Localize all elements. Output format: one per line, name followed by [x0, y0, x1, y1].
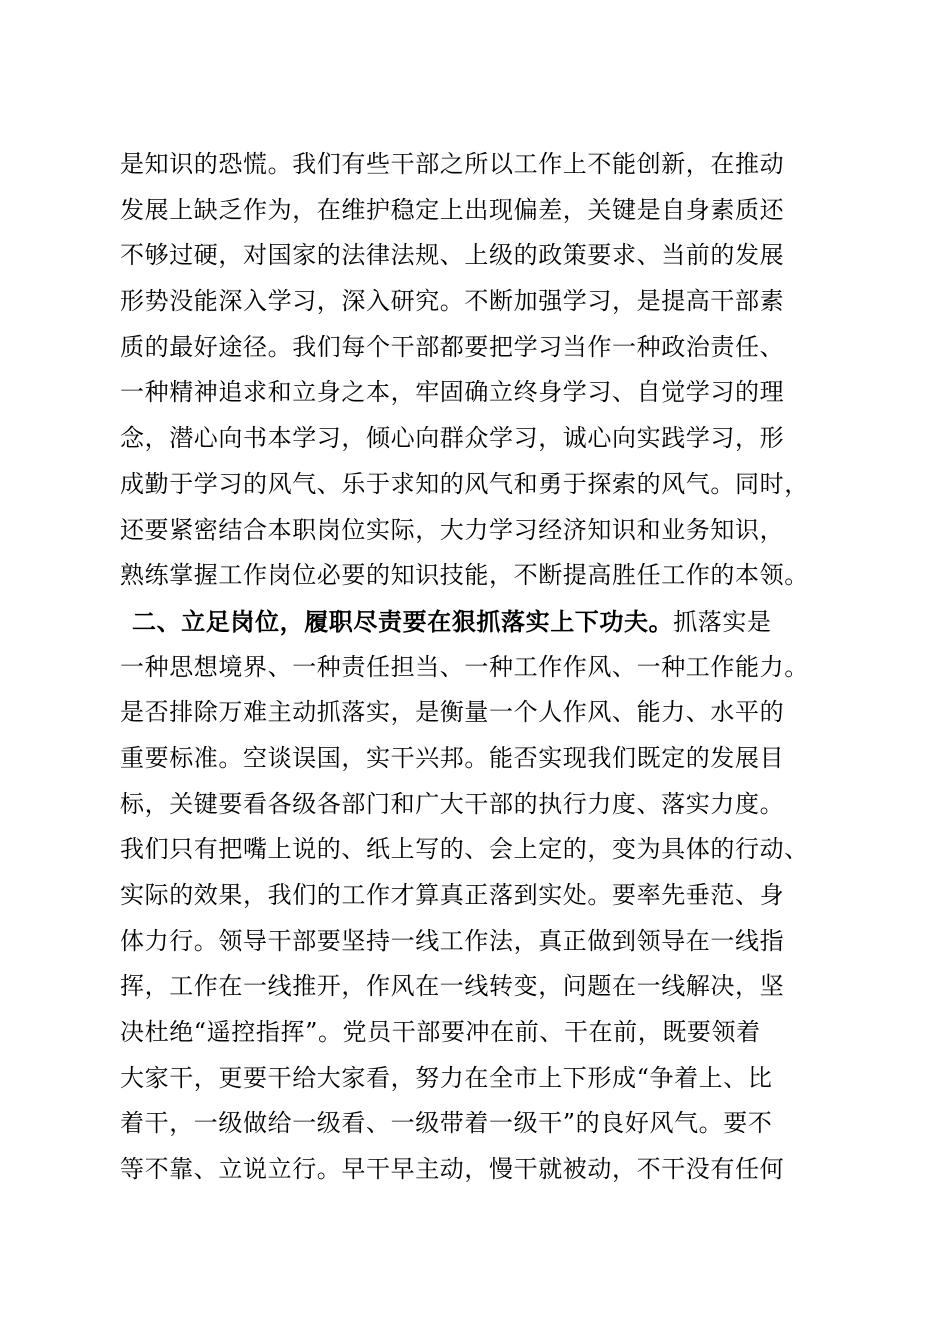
text-line: 念，潜心向书本学习，倾心向群众学习，诚心向实践学习，形	[120, 424, 785, 453]
body-text	[120, 142, 840, 1193]
section-heading-line	[120, 599, 840, 645]
text-line: 大家干，更要干给大家看，努力在全市上下形成“争着上、比	[120, 1063, 773, 1092]
text-line: 成勤于学习的风气、乐于求知的风气和勇于探索的风气。同时，	[120, 469, 809, 498]
text-line: 决杜绝“遥控指挥”。党员干部要冲在前、干在前，既要领着	[120, 1018, 761, 1047]
text-line: 还要紧密结合本职岗位实际，大力学习经济知识和业务知识，	[120, 515, 785, 544]
heading-continuation: 抓落实是	[673, 607, 772, 636]
text-line: 不够过硬，对国家的法律法规、上级的政策要求、当前的发展	[120, 241, 785, 270]
text-line: 挥，工作在一线推开，作风在一线转变，问题在一线解决，坚	[120, 972, 785, 1001]
text-line: 体力行。领导干部要坚持一线工作法，真正做到领导在一线指	[120, 926, 785, 955]
text-line: 重要标准。空谈误国，实干兴邦。能否实现我们既定的发展目	[120, 743, 785, 772]
text-line: 标，关键要看各级各部门和广大干部的执行力度、落实力度。	[120, 789, 785, 818]
text-line: 一种思想境界、一种责任担当、一种工作作风、一种工作能力。	[120, 652, 809, 681]
section-heading: 二、立足岗位，履职尽责要在狠抓落实上下功夫。	[132, 606, 674, 636]
text-line: 熟练掌握工作岗位必要的知识技能，不断提高胜任工作的本领。	[120, 561, 809, 590]
text-line: 实际的效果，我们的工作才算真正落到实处。要率先垂范、身	[120, 881, 785, 909]
text-line: 是否排除万难主动抓落实，是衡量一个人作风、能力、水平的	[120, 698, 785, 727]
text-line: 一种精神追求和立身之本，牢固确立终身学习、自觉学习的理	[120, 378, 785, 407]
text-line: 质的最好途径。我们每个干部都要把学习当作一种政治责任、	[120, 332, 785, 361]
text-line: 着干，一级做给一级看、一级带着一级干”的良好风气。要不	[120, 1109, 773, 1138]
text-line: 发展上缺乏作为，在维护稳定上出现偏差，关键是自身素质还	[120, 195, 785, 224]
text-line: 等不靠、立说立行。早干早主动，慢干就被动，不干没有任何	[120, 1155, 785, 1184]
text-line: 我们只有把嘴上说的、纸上写的、会上定的，变为具体的行动、	[120, 835, 809, 864]
text-line: 形势没能深入学习，深入研究。不断加强学习，是提高干部素	[120, 287, 785, 316]
text-line: 是知识的恐慌。我们有些干部之所以工作上不能创新，在推动	[120, 150, 785, 178]
